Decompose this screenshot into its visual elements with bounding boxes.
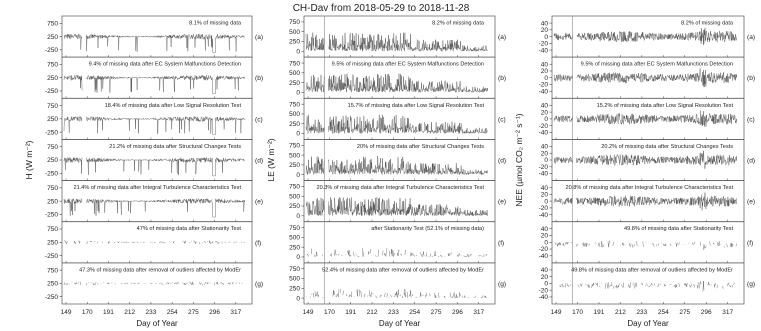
panel-label: (e) — [255, 198, 264, 206]
y-tick-label: 500 — [289, 275, 300, 283]
panel-label: (c) — [747, 116, 755, 124]
x-tick-label: 317 — [722, 309, 734, 316]
y-tick-label: -20 — [538, 287, 548, 295]
panel-label: (g) — [498, 280, 507, 288]
panel-annotation: 18.4% of missing data after Low Signal Resolution Test — [104, 102, 241, 109]
chart-panel — [289, 98, 506, 139]
y-tick-label: 750 — [47, 267, 58, 275]
series-line — [64, 116, 245, 134]
x-tick-label: 233 — [636, 309, 648, 316]
series-line — [554, 28, 737, 45]
y-tick-label: -250 — [44, 252, 58, 260]
y-tick-label: -20 — [538, 205, 548, 213]
y-tick-label: 20 — [540, 27, 548, 35]
panel-label: (b) — [498, 75, 507, 83]
panel-annotation: 15.7% of missing data after Low Signal Resolution Test — [347, 102, 484, 109]
y-tick-label: 500 — [289, 28, 300, 36]
chart-panel — [45, 98, 263, 139]
series-line — [64, 241, 245, 245]
panel-label: (g) — [747, 280, 756, 288]
y-tick-label: 750 — [47, 61, 58, 69]
y-tick-label: 0 — [296, 295, 300, 303]
x-tick-label: 254 — [409, 309, 421, 316]
y-tick-label: -40 — [538, 129, 548, 137]
y-tick-label: -20 — [538, 122, 548, 130]
y-tick-label: 0 — [296, 213, 300, 221]
panel-label: (c) — [498, 116, 506, 124]
y-tick-label: 0 — [544, 74, 548, 82]
y-tick-label: 20 — [540, 109, 548, 117]
y-tick-label: 40 — [540, 184, 548, 192]
panel-annotation: 20.8% of missing data after Integral Turbulence Characteristics Test — [565, 185, 733, 192]
panel-annotation: 20.3% of missing data after Integral Turbulence Characteristics Test — [316, 185, 484, 192]
y-tick-label: 40 — [540, 143, 548, 151]
y-tick-label: 0 — [544, 239, 548, 247]
x-tick-label: 275 — [430, 309, 442, 316]
x-axis-label: Day of Year — [136, 319, 178, 328]
panel-annotation: 9.4% of missing data after EC System Malfunctions Detection — [88, 61, 241, 68]
series-line — [306, 115, 488, 134]
series-line — [64, 157, 245, 176]
y-tick-label: -250 — [44, 211, 58, 219]
panel-annotation: 20% of missing data after Structural Changes Tests — [356, 143, 484, 150]
y-tick-label: 250 — [47, 116, 58, 124]
y-tick-label: 0 — [296, 254, 300, 262]
panel-label: (c) — [255, 116, 263, 124]
y-tick-label: 750 — [47, 185, 58, 193]
chart-panel — [45, 139, 263, 180]
series-line — [555, 241, 737, 250]
y-tick-label: 250 — [47, 157, 58, 165]
chart-panel — [289, 16, 506, 57]
y-tick-label: 20 — [540, 232, 548, 240]
x-tick-label: 191 — [345, 309, 357, 316]
y-tick-label: -250 — [44, 129, 58, 137]
panel-annotation: 49.8% of missing data after Stationarity Test — [623, 226, 733, 233]
y-tick-label: 750 — [47, 226, 58, 234]
y-tick-label: -250 — [44, 88, 58, 96]
chart-panel — [289, 57, 506, 98]
series-line — [306, 289, 487, 298]
x-tick-label: 317 — [473, 309, 485, 316]
y-tick-label: 0 — [296, 130, 300, 138]
chart-panel — [539, 98, 755, 139]
panel-label: (d) — [255, 157, 264, 165]
panel-annotation: 52.4% of missing data after removal of outliers affected by ModEr — [322, 267, 484, 274]
panel-label: (g) — [255, 280, 264, 288]
y-tick-label: 250 — [47, 280, 58, 288]
y-tick-label: 250 — [289, 203, 300, 211]
y-tick-label: -40 — [538, 47, 548, 55]
y-tick-label: -250 — [44, 170, 58, 178]
y-tick-label: 250 — [289, 162, 300, 170]
y-axis-label: H (W m⁻²) — [24, 140, 34, 180]
y-tick-label: 250 — [47, 239, 58, 247]
x-axis-label: Day of Year — [378, 319, 421, 328]
y-tick-label: 40 — [540, 267, 548, 275]
x-tick-label: 149 — [550, 309, 562, 316]
y-tick-label: 40 — [540, 225, 548, 233]
y-tick-label: 750 — [289, 19, 300, 27]
series-line — [306, 197, 488, 216]
panel-annotation: 15.2% of missing data after Low Signal Resolution Test — [596, 102, 733, 109]
y-tick-label: 750 — [289, 101, 300, 109]
chart-panel — [45, 16, 263, 57]
x-tick-label: 254 — [166, 309, 178, 316]
panel-annotation: 21.2% of missing data after Structural Changes Tests — [109, 143, 241, 150]
y-tick-label: 0 — [544, 280, 548, 288]
x-tick-label: 296 — [700, 309, 712, 316]
y-tick-label: 0 — [544, 116, 548, 124]
series-line — [64, 75, 245, 94]
chart-panel — [45, 181, 263, 222]
y-tick-label: 20 — [540, 150, 548, 158]
y-tick-label: 250 — [289, 285, 300, 293]
x-tick-label: 317 — [230, 309, 242, 316]
x-tick-label: 254 — [657, 309, 669, 316]
x-tick-label: 296 — [451, 309, 463, 316]
chart-panel — [539, 181, 755, 222]
chart-panel — [289, 181, 506, 222]
x-tick-label: 212 — [124, 309, 136, 316]
x-tick-label: 170 — [572, 309, 583, 316]
x-tick-label: 191 — [103, 309, 114, 316]
y-tick-label: -20 — [538, 40, 548, 48]
x-tick-label: 170 — [81, 309, 93, 316]
y-tick-label: 0 — [296, 48, 300, 56]
y-tick-label: 0 — [296, 171, 300, 179]
panel-label: (b) — [747, 75, 756, 83]
y-tick-label: 0 — [544, 157, 548, 165]
series-line — [307, 248, 487, 257]
series-line — [64, 282, 242, 286]
panel-label: (e) — [747, 198, 756, 206]
y-tick-label: 500 — [289, 193, 300, 201]
series-line — [306, 74, 488, 93]
x-axis-label: Day of Year — [627, 319, 669, 328]
chart-panel — [289, 263, 506, 304]
y-tick-label: 750 — [289, 60, 300, 68]
panel-annotation: 49.8% of missing data after removal of outliers affected by ModEr — [571, 267, 733, 274]
y-tick-label: 250 — [47, 33, 58, 41]
panel-annotation: 21.4% of missing data after Integral Turbulence Characteristics Test — [73, 185, 241, 192]
panel-annotation: 20.2% of missing data after Structural Changes Tests — [601, 143, 733, 150]
x-tick-label: 275 — [187, 309, 199, 316]
y-tick-label: -20 — [538, 81, 548, 89]
y-tick-label: 20 — [540, 273, 548, 281]
y-tick-label: 0 — [544, 198, 548, 206]
y-tick-label: 500 — [289, 152, 300, 160]
chart-panel — [539, 57, 755, 98]
y-tick-label: -40 — [538, 294, 548, 302]
panel-label: (f) — [498, 239, 505, 247]
y-tick-label: 750 — [289, 142, 300, 150]
chart-panel — [45, 222, 261, 263]
panel-label: (a) — [255, 34, 264, 42]
panel-annotation: 8.2% of missing data — [432, 20, 484, 27]
y-axis-label: LE (W m⁻²) — [266, 138, 276, 182]
x-tick-label: 149 — [302, 309, 314, 316]
y-tick-label: 750 — [47, 143, 58, 151]
series-line — [560, 281, 737, 292]
panel-annotation: 8.2% of missing data — [681, 20, 733, 27]
x-tick-label: 275 — [679, 309, 691, 316]
series-line — [554, 111, 737, 127]
y-tick-label: -20 — [538, 246, 548, 254]
y-tick-label: 250 — [47, 74, 58, 82]
x-tick-label: 296 — [209, 309, 221, 316]
y-tick-label: 500 — [289, 111, 300, 119]
x-tick-label: 233 — [145, 309, 157, 316]
series-line — [306, 33, 488, 52]
y-tick-label: 250 — [289, 244, 300, 252]
x-tick-label: 170 — [323, 309, 335, 316]
y-tick-label: 20 — [540, 191, 548, 199]
panel-annotation: 9.5% of missing data after EC System Malfunctions Detection — [580, 61, 733, 68]
y-axis-label: NEE (µmol CO₂ m⁻² s⁻¹) — [514, 113, 524, 207]
panel-annotation: 9.5% of missing data after EC System Malfunctions Detection — [331, 61, 484, 68]
y-tick-label: 40 — [540, 102, 548, 110]
x-tick-label: 212 — [614, 309, 626, 316]
chart-panel — [539, 16, 755, 57]
y-tick-label: -250 — [44, 293, 58, 301]
series-line — [554, 69, 737, 87]
y-tick-label: -20 — [538, 163, 548, 171]
chart-panel — [539, 139, 755, 180]
y-tick-label: 250 — [289, 38, 300, 46]
y-tick-label: -40 — [538, 211, 548, 219]
y-tick-label: 750 — [289, 265, 300, 273]
y-tick-label: -40 — [538, 88, 548, 96]
y-tick-label: 750 — [289, 224, 300, 232]
series-line — [306, 156, 488, 175]
panel-annotation: after Stationarity Test (52.1% of missing data) — [371, 226, 484, 233]
chart-panel — [539, 263, 755, 304]
x-tick-label: 191 — [593, 309, 605, 316]
panel-annotation: 8.1% of missing data — [189, 20, 241, 27]
chart-panel — [45, 57, 263, 98]
figure-title: CH-Dav from 2018-05-29 to 2018-11-28 — [292, 3, 470, 14]
series-line — [554, 193, 737, 211]
y-tick-label: 40 — [540, 61, 548, 69]
panel-label: (e) — [498, 198, 507, 206]
chart-panel — [289, 222, 504, 263]
y-tick-label: -40 — [538, 252, 548, 260]
chart-panel — [289, 139, 506, 180]
y-tick-label: 750 — [47, 20, 58, 28]
y-tick-label: 500 — [289, 70, 300, 78]
y-tick-label: 500 — [289, 234, 300, 242]
panel-label: (d) — [498, 157, 507, 165]
panel-label: (f) — [747, 239, 754, 247]
panel-label: (f) — [255, 239, 262, 247]
chart-panel — [45, 263, 263, 304]
chart-panel — [539, 222, 754, 263]
x-tick-label: 233 — [387, 309, 399, 316]
panel-annotation: 47.3% of missing data after removal of outliers affected by ModEr — [79, 267, 241, 274]
y-tick-label: 0 — [296, 89, 300, 97]
series-line — [64, 199, 245, 218]
y-tick-label: 250 — [289, 79, 300, 87]
y-tick-label: -250 — [44, 47, 58, 55]
y-tick-label: -40 — [538, 170, 548, 178]
y-tick-label: 40 — [540, 20, 548, 28]
y-tick-label: 750 — [289, 183, 300, 191]
y-tick-label: 20 — [540, 68, 548, 76]
y-tick-label: 750 — [47, 102, 58, 110]
panel-label: (d) — [747, 157, 756, 165]
panel-label: (b) — [255, 75, 264, 83]
x-tick-label: 149 — [60, 309, 72, 316]
panel-annotation: 47% of missing data after Stationarity Test — [136, 226, 241, 233]
panel-label: (a) — [498, 34, 507, 42]
y-tick-label: 250 — [289, 120, 300, 128]
y-tick-label: 250 — [47, 198, 58, 206]
y-tick-label: 0 — [544, 33, 548, 41]
series-line — [64, 34, 245, 53]
panel-label: (a) — [747, 34, 756, 42]
x-tick-label: 212 — [366, 309, 378, 316]
series-line — [554, 151, 737, 169]
